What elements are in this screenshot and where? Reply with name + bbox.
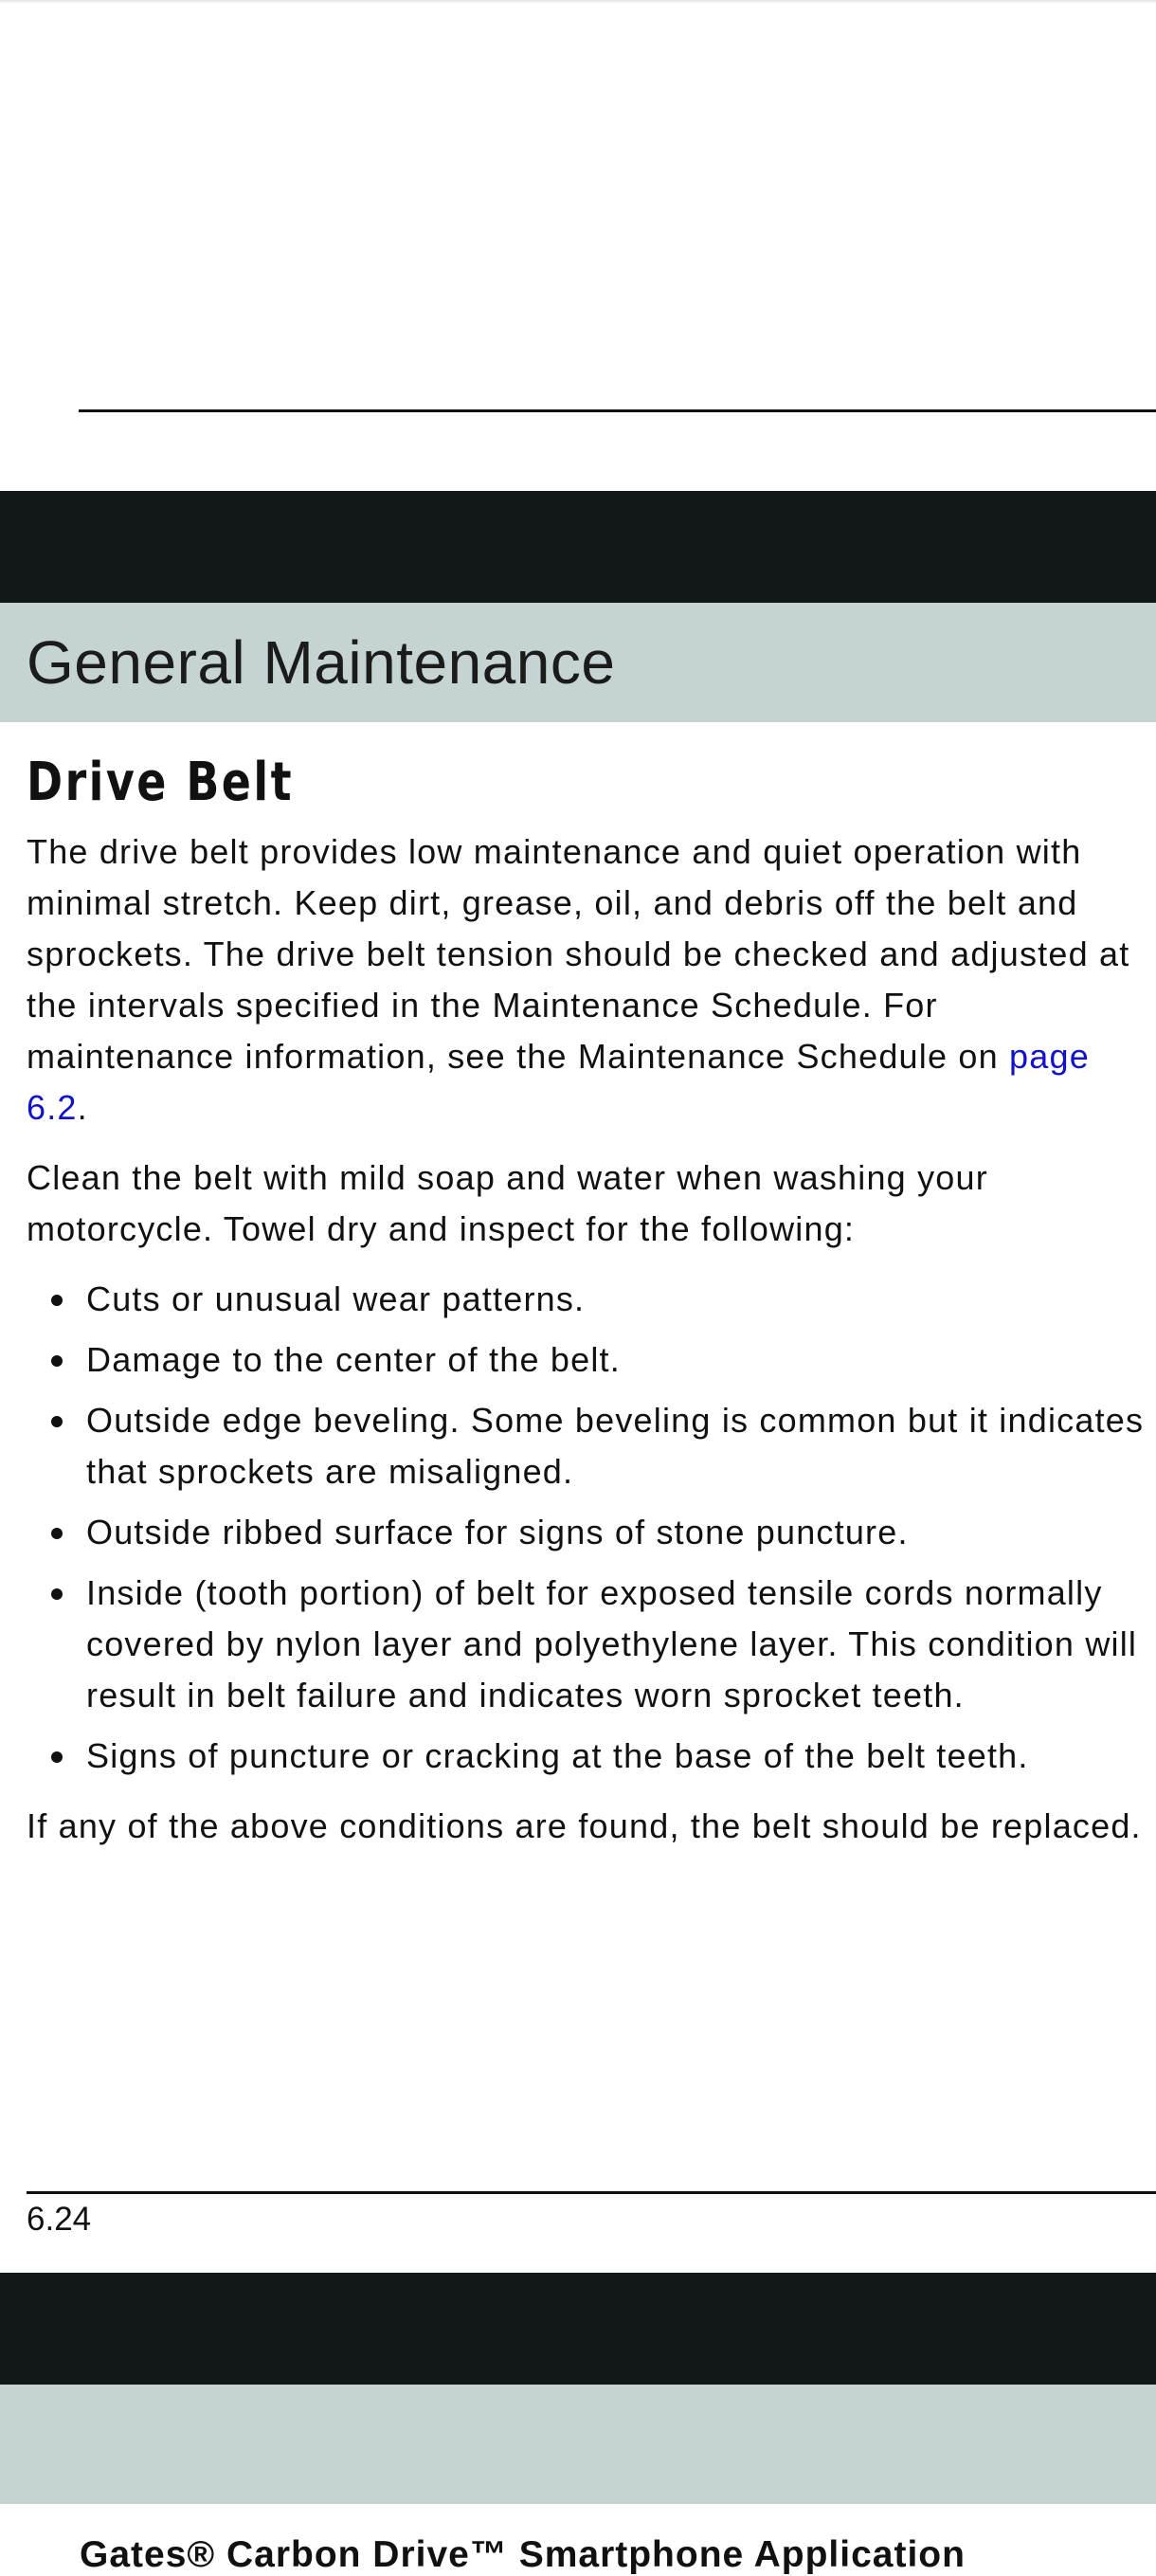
article-content (27, 749, 1145, 1871)
list-item (27, 1507, 1145, 1558)
bullet-icon (51, 1751, 63, 1763)
list-item (27, 1334, 1145, 1386)
section-band-dark (0, 491, 1156, 603)
list-item-text: Inside (tooth portion) of belt for exposed tensile cords normally covered by nylon layer and polyethylene layer. This condition will result in belt failure and indicates worn sprocket teeth. (86, 1573, 1138, 1714)
list-item-text: Outside edge beveling. Some beveling is common but it indicates that sprockets are misaligned. (86, 1401, 1145, 1491)
intro-paragraph (27, 826, 1145, 1134)
footer-divider (27, 2191, 1156, 2194)
list-item-text: Damage to the center of the belt. (86, 1340, 621, 1379)
next-section-header (0, 2385, 1156, 2504)
article-heading: Drive Belt (27, 752, 295, 813)
next-section-title: Gates® Carbon Drive™ Smartphone Application (80, 2534, 966, 2575)
section-title: General Maintenance (27, 628, 616, 697)
list-item-text: Signs of puncture or cracking at the base of the belt teeth. (86, 1736, 1029, 1775)
bullet-icon (51, 1295, 63, 1306)
intro-text: The drive belt provides low maintenance and quiet operation with minimal stretch. Keep dirt, grease, oil, and debris off the belt and sprockets. The drive belt tension should be checked and adjusted at the intervals specified in the Maintenance Schedule. For maintenance information, see the Maintenance Schedule on (27, 832, 1130, 1076)
list-item-text: Outside ribbed surface for signs of stone puncture. (86, 1513, 909, 1551)
bullet-icon (51, 1416, 63, 1427)
top-edge-shadow (0, 0, 1156, 4)
top-divider (79, 409, 1156, 412)
next-section-band-dark (0, 2273, 1156, 2385)
inspection-list (27, 1274, 1145, 1782)
bullet-icon (51, 1528, 63, 1539)
clean-instructions: Clean the belt with mild soap and water when washing your motorcycle. Towel dry and inspect for the following: (27, 1158, 988, 1248)
bullet-icon (51, 1355, 63, 1367)
page-number: 6.24 (27, 2201, 92, 2238)
list-item (27, 1731, 1145, 1782)
list-item (27, 1568, 1145, 1721)
list-item-text: Cuts or unusual wear patterns. (86, 1279, 586, 1318)
maintenance-schedule-link[interactable]: page 6.2 (27, 1037, 1090, 1127)
conclusion-paragraph: If any of the above conditions are found, the belt should be replaced. (27, 1806, 1142, 1845)
bullet-icon (51, 1588, 63, 1600)
list-item (27, 1395, 1145, 1497)
list-item (27, 1274, 1145, 1325)
intro-end: . (77, 1088, 88, 1127)
